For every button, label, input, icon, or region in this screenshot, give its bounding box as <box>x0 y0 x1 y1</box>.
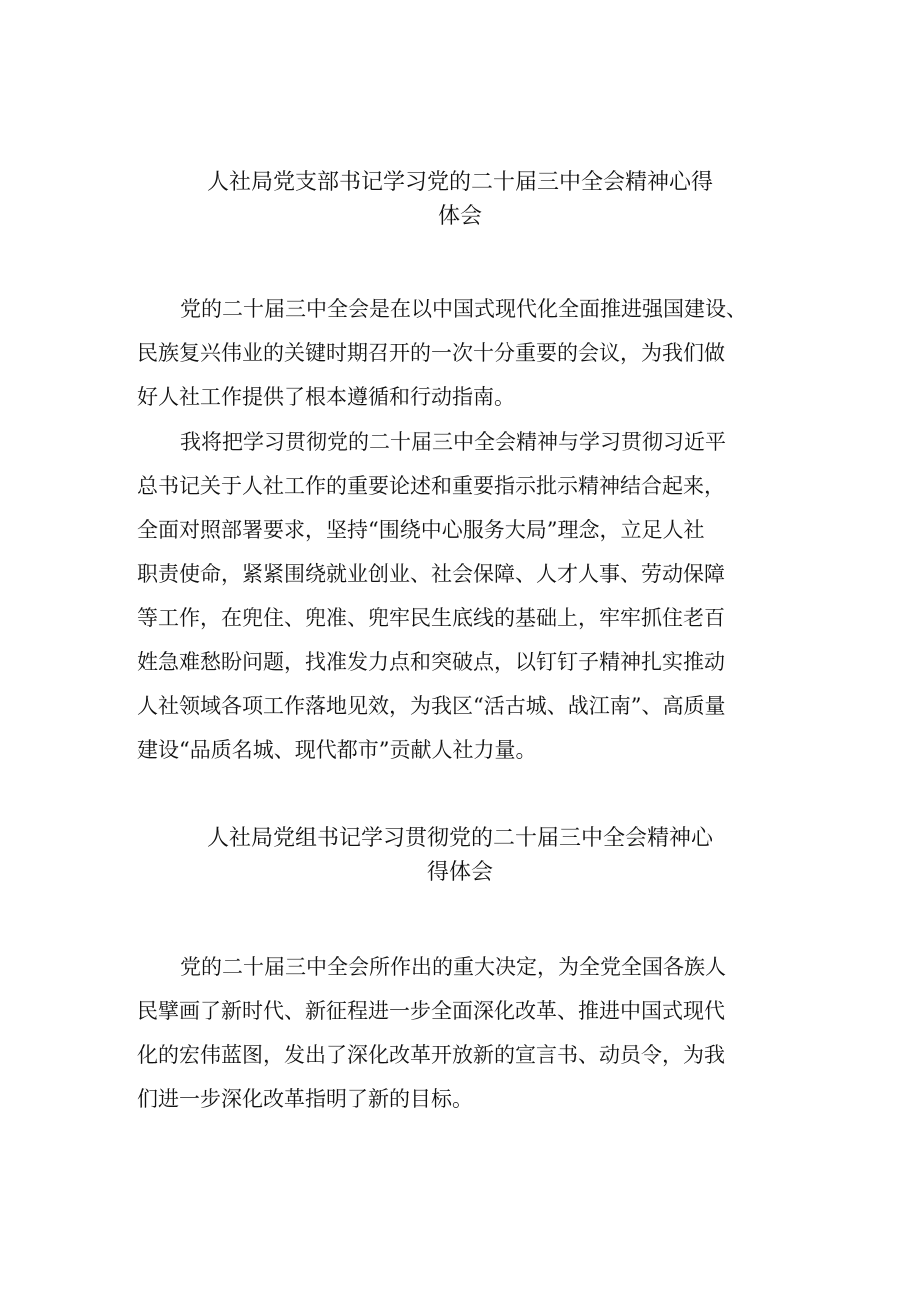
paragraph-line: 党的二十届三中全会所作出的重大决定，为全党全国各族人 <box>180 955 726 979</box>
paragraph-line: 民擘画了新时代、新征程进一步全面深化改革、推进中国式现代 <box>137 999 725 1023</box>
paragraph-line: 民族复兴伟业的关键时期召开的一次十分重要的会议，为我们做 <box>137 341 725 365</box>
paragraph-line: 职责使命，紧紧围绕就业创业、社会保障、人才人事、劳动保障 <box>137 562 725 586</box>
paragraph-line: 化的宏伟蓝图，发出了深化改革开放新的宣言书、动员令，为我 <box>137 1043 725 1067</box>
paragraph-line: 等工作，在兜住、兜准、兜牢民生底线的基础上，牢牢抓住老百 <box>137 606 725 630</box>
section-1-title <box>0 166 920 234</box>
paragraph-line: 人社领域各项工作落地见效，为我区“活古城、战江南”、高质量 <box>137 694 726 718</box>
paragraph-line: 姓急难愁盼问题，找准发力点和突破点，以钉钉子精神扎实推动 <box>137 650 725 674</box>
section-1-title-line-1: 人社局党支部书记学习党的二十届三中全会精神心得 <box>206 170 713 195</box>
section-1-title-line-2: 体会 <box>437 204 482 229</box>
paragraph-line: 党的二十届三中全会是在以中国式现代化全面推进强国建设、 <box>180 297 747 321</box>
paragraph-line: 全面对照部署要求，坚持“围绕中心服务大局”理念，立足人社 <box>137 518 705 542</box>
paragraph-line: 我将把学习贯彻党的二十届三中全会精神与学习贯彻习近平 <box>180 430 726 454</box>
paragraph-line: 建设“品质名城、现代都市”贡献人社力量。 <box>137 738 537 762</box>
paragraph-line: 好人社工作提供了根本遵循和行动指南。 <box>137 385 515 409</box>
section-2-title-line-2: 得体会 <box>426 860 493 885</box>
section-2-title-line-1: 人社局党组书记学习贯彻党的二十届三中全会精神心 <box>206 826 713 851</box>
section-2-title <box>0 822 920 890</box>
paragraph-line: 总书记关于人社工作的重要论述和重要指示批示精神结合起来， <box>137 474 725 498</box>
paragraph-line: 们进一步深化改革指明了新的目标。 <box>137 1087 473 1111</box>
